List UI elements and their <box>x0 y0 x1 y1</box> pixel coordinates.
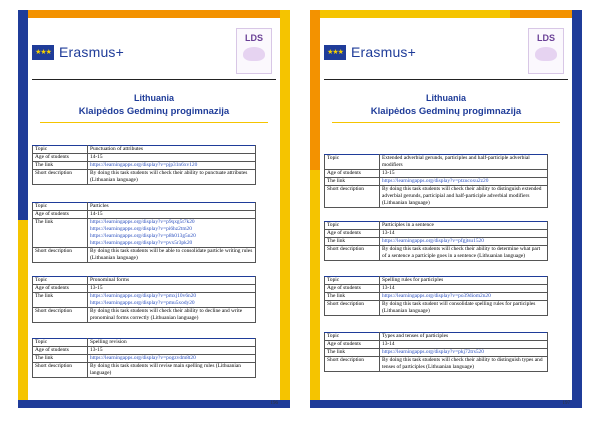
description-value: By doing this task students will be able to consolidate particle writing rules (Lithuanian language) <box>88 248 256 263</box>
page-border-blue-right <box>572 10 582 408</box>
learningapps-link[interactable]: https://learningapps.org/display?v=ptzucoxu2z20 <box>382 178 489 184</box>
age-label: Age of students <box>33 285 88 293</box>
description-label: Short description <box>325 246 380 261</box>
link-label: The link <box>325 293 380 301</box>
link-label: The link <box>33 355 88 363</box>
page-title <box>40 92 268 118</box>
erasmus-wordmark: Erasmus+ <box>59 44 125 60</box>
link-label: The link <box>325 349 380 357</box>
learningapps-link[interactable]: https://learningapps.org/display?v=pmu5xody20 <box>90 300 195 306</box>
age-label: Age of students <box>325 170 380 178</box>
topic-label: Topic <box>325 222 380 230</box>
topic-label: Topic <box>33 203 88 211</box>
entry-table <box>324 332 548 372</box>
topic-value: Spelling rules for participles <box>380 277 548 285</box>
country-title: Lithuania <box>134 93 174 103</box>
description-label: Short description <box>325 186 380 208</box>
topic-label: Topic <box>325 155 380 170</box>
learningapps-link[interactable]: https://learningapps.org/display?v=p8h013g5n20 <box>90 233 196 239</box>
learningapps-link[interactable]: https://learningapps.org/display?v=pkj72trs520 <box>382 349 484 355</box>
age-value: 13-15 <box>88 347 256 355</box>
topic-value: Types and tenses of participles <box>380 333 548 341</box>
erasmus-logo <box>32 44 124 60</box>
learningapps-link[interactable]: https://learningapps.org/display?v=po39diom2n20 <box>382 293 491 299</box>
learningapps-link[interactable]: https://learningapps.org/display?v=p9qxg5t7k20 <box>90 219 195 225</box>
entry-table <box>32 338 256 378</box>
page-border-orange-left <box>310 10 320 170</box>
entry-table <box>32 276 256 323</box>
age-value: 13-14 <box>380 285 548 293</box>
link-label: The link <box>325 178 380 186</box>
learningapps-link[interactable]: https://learningapps.org/display?v=pmxj10v6n20 <box>90 293 197 299</box>
link-label: The link <box>33 219 88 248</box>
page-number: 197 <box>562 401 570 406</box>
age-label: Age of students <box>33 154 88 162</box>
age-label: Age of students <box>33 211 88 219</box>
entry-table <box>324 154 548 208</box>
age-value: 13-15 <box>88 285 256 293</box>
page-border-orange-top <box>18 10 290 18</box>
age-value: 13-14 <box>380 341 548 349</box>
description-label: Short description <box>33 363 88 378</box>
description-value: By doing this task students will revise main spelling rules (Lithuanian language) <box>88 363 256 378</box>
description-value: By doing this task students will check their ability to distinguish types and tenses of participles (Lithuanian language) <box>380 357 548 372</box>
page-content <box>320 18 572 406</box>
topic-value: Extended adverbial gerunds, participles and half-participle adverbial modifiers <box>380 155 548 170</box>
page-border-yellow-left <box>310 170 320 408</box>
description-label: Short description <box>33 308 88 323</box>
page-border-blue-left <box>18 10 28 220</box>
learningapps-link[interactable]: https://learningapps.org/display?v=pfgjtsu1520 <box>382 238 484 244</box>
right-page <box>310 10 582 408</box>
age-label: Age of students <box>33 347 88 355</box>
learningapps-link[interactable]: https://learningapps.org/display?v=pjp31n6xv120 <box>90 162 198 168</box>
page-border-yellow-top <box>310 10 510 18</box>
age-value: 14-15 <box>88 211 256 219</box>
age-value: 13-14 <box>380 230 548 238</box>
description-label: Short description <box>33 170 88 185</box>
description-value: By doing this task student will consolidate spelling rules for participles (Lithuanian language) <box>380 301 548 316</box>
lds-logo: LDS <box>236 28 272 74</box>
school-title: Klaipėdos Gedminų progimnazija <box>78 106 230 117</box>
age-label: Age of students <box>325 341 380 349</box>
description-value: By doing this task students will check their ability to distinguish extended adverbial gerunds, participial and half-participle adverbial modifiers (Lithuanian language) <box>380 186 548 208</box>
eu-flag-icon: ★★★ <box>324 45 346 60</box>
header-divider <box>32 79 276 80</box>
page-title <box>332 92 560 118</box>
learningapps-link[interactable]: https://learningapps.org/display?v=pogzvdm8t20 <box>90 355 196 361</box>
topic-label: Topic <box>325 333 380 341</box>
page-border-yellow-left <box>18 220 28 408</box>
description-value: By doing this task students will check their ability to punctuate attributes (Lithuanian language) <box>88 170 256 185</box>
entry-table <box>324 276 548 316</box>
description-label: Short description <box>325 301 380 316</box>
school-title: Klaipėdos Gedminų progimnazija <box>370 106 522 117</box>
learningapps-link[interactable]: https://learningapps.org/display?v=pvx5r3pk20 <box>90 240 193 246</box>
link-label: The link <box>325 238 380 246</box>
country-title: Lithuania <box>426 93 466 103</box>
age-label: Age of students <box>325 230 380 238</box>
topic-label: Topic <box>33 277 88 285</box>
topic-value: Spelling revision <box>88 339 256 347</box>
page-number: 196 <box>270 401 278 406</box>
page-border-blue-bottom <box>310 400 582 408</box>
erasmus-logo <box>324 44 416 60</box>
link-label: The link <box>33 162 88 170</box>
topic-label: Topic <box>33 339 88 347</box>
page-content <box>28 18 280 406</box>
eu-flag-icon: ★★★ <box>32 45 54 60</box>
topic-value: Particles <box>88 203 256 211</box>
erasmus-wordmark: Erasmus+ <box>351 44 417 60</box>
topic-value: Pronominal forms <box>88 277 256 285</box>
description-value: By doing this task students will check their ability to determine what part of a sentence a participle goes in a sentence (Lithuanian language) <box>380 246 548 261</box>
entry-table <box>32 145 256 185</box>
page-border-yellow-right <box>280 10 290 408</box>
age-value: 14-15 <box>88 154 256 162</box>
page-border-blue-bottom <box>18 400 290 408</box>
description-label: Short description <box>33 248 88 263</box>
topic-label: Topic <box>33 146 88 154</box>
topic-value: Participles in a sentence <box>380 222 548 230</box>
entry-table <box>324 221 548 261</box>
description-value: By doing this task students will check their ability to decline and write pronominal forms correctly (Lithuanian language) <box>88 308 256 323</box>
left-page <box>18 10 290 408</box>
topic-value: Punctuation of attributes <box>88 146 256 154</box>
link-label: The link <box>33 293 88 308</box>
header-divider <box>324 79 568 80</box>
learningapps-link[interactable]: https://learningapps.org/display?v=pi6hz2tm20 <box>90 226 192 232</box>
description-label: Short description <box>325 357 380 372</box>
topic-label: Topic <box>325 277 380 285</box>
entry-table <box>32 202 256 263</box>
age-label: Age of students <box>325 285 380 293</box>
age-value: 13-15 <box>380 170 548 178</box>
lds-logo: LDS <box>528 28 564 74</box>
